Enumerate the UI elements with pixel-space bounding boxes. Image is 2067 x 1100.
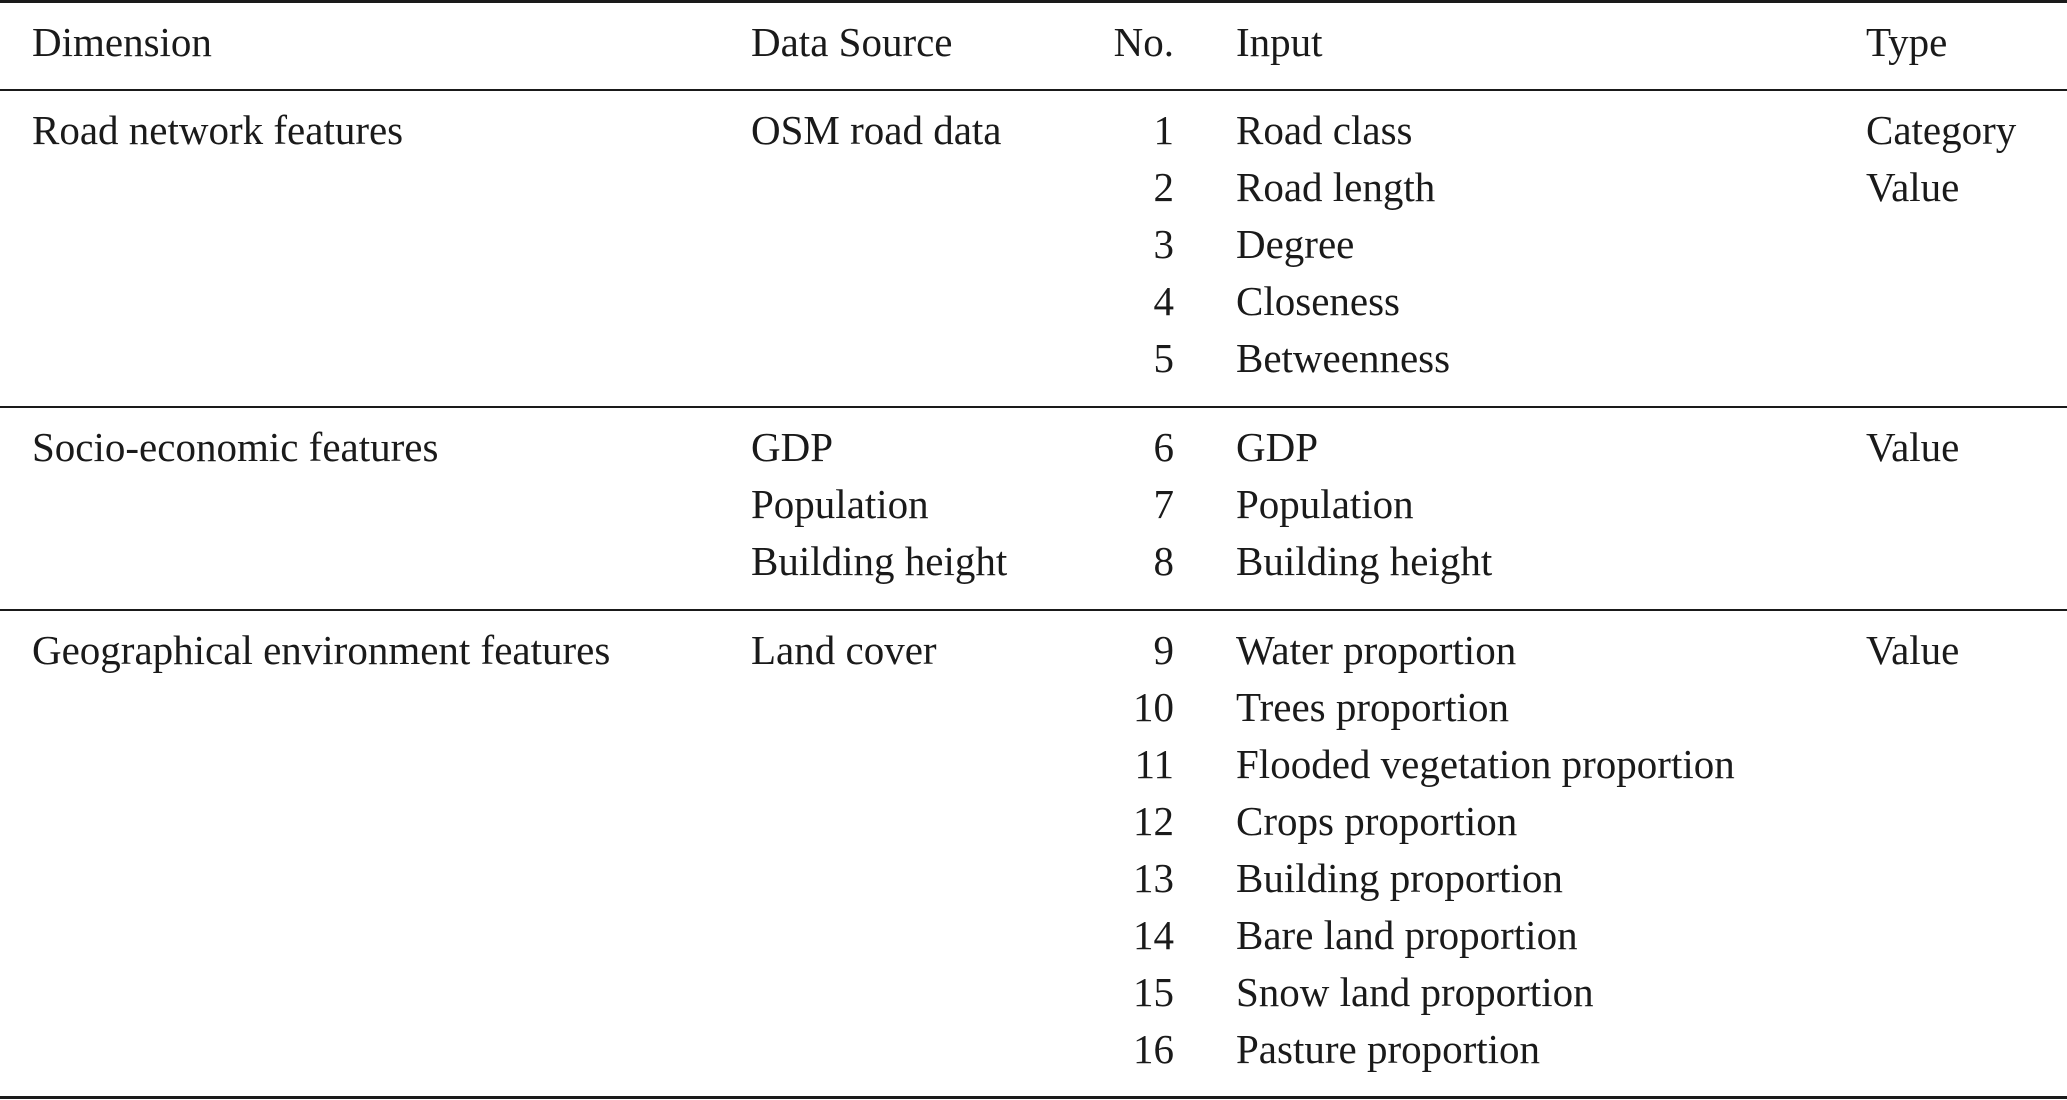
row-input: Building proportion [1236,855,1563,901]
row-input: Water proportion [1236,627,1517,673]
source-item: OSM road data [751,107,1002,153]
row-number: 8 [1153,538,1174,584]
row-number: 12 [1133,798,1174,844]
group-dimension: Road network features [32,107,404,153]
header-input: Input [1236,19,1323,65]
row-number: 1 [1153,107,1174,153]
row-number: 7 [1153,481,1174,527]
header-dimension: Dimension [32,19,212,65]
row-number: 11 [1134,741,1174,787]
row-number: 15 [1133,969,1174,1015]
row-input: Flooded vegetation proportion [1236,741,1735,787]
group-numbers [1060,419,1174,590]
row-input: Snow land proportion [1236,969,1594,1015]
group-types [1866,419,1959,476]
row-input: Bare land proportion [1236,912,1578,958]
header-type: Type [1866,19,1948,65]
row-type: Category [1866,107,2017,153]
group-types [1866,102,2016,216]
row-input: Population [1236,481,1414,527]
source-item: Land cover [751,627,937,673]
group-inputs [1236,419,1492,590]
row-type: Value [1866,424,1960,470]
row-number: 4 [1153,278,1174,324]
row-input: Road length [1236,164,1436,210]
group-inputs [1236,102,1450,387]
row-number: 2 [1153,164,1174,210]
top-rule [0,0,2067,3]
group-dimension: Socio-economic features [32,424,439,470]
header-no: No. [1113,19,1174,65]
row-number: 16 [1133,1026,1174,1072]
row-number: 14 [1133,912,1174,958]
group-sources [751,419,1007,590]
row-input: Pasture proportion [1236,1026,1541,1072]
group-numbers [1060,102,1174,387]
group-rule [0,406,2067,408]
row-input: Crops proportion [1236,798,1518,844]
group-types [1866,622,1959,679]
group-rule [0,609,2067,611]
row-input: GDP [1236,424,1319,470]
group-inputs [1236,622,1735,1078]
row-input: Degree [1236,221,1355,267]
row-number: 13 [1133,855,1174,901]
row-number: 5 [1153,335,1174,381]
group-dimension: Geographical environment features [32,627,611,673]
source-item: GDP [751,424,834,470]
header-rule [0,89,2067,91]
row-type: Value [1866,164,1960,210]
header-data-source: Data Source [751,19,953,65]
group-numbers [1060,622,1174,1078]
row-number: 3 [1153,221,1174,267]
row-number: 10 [1133,684,1174,730]
row-input: Betweenness [1236,335,1451,381]
bottom-rule [0,1096,2067,1099]
source-item: Population [751,481,929,527]
row-input: Building height [1236,538,1493,584]
row-input: Closeness [1236,278,1400,324]
row-number: 6 [1153,424,1174,470]
row-input: Road class [1236,107,1413,153]
group-sources [751,102,1002,159]
row-type: Value [1866,627,1960,673]
row-input: Trees proportion [1236,684,1509,730]
group-sources [751,622,937,679]
row-number: 9 [1153,627,1174,673]
source-item: Building height [751,538,1008,584]
